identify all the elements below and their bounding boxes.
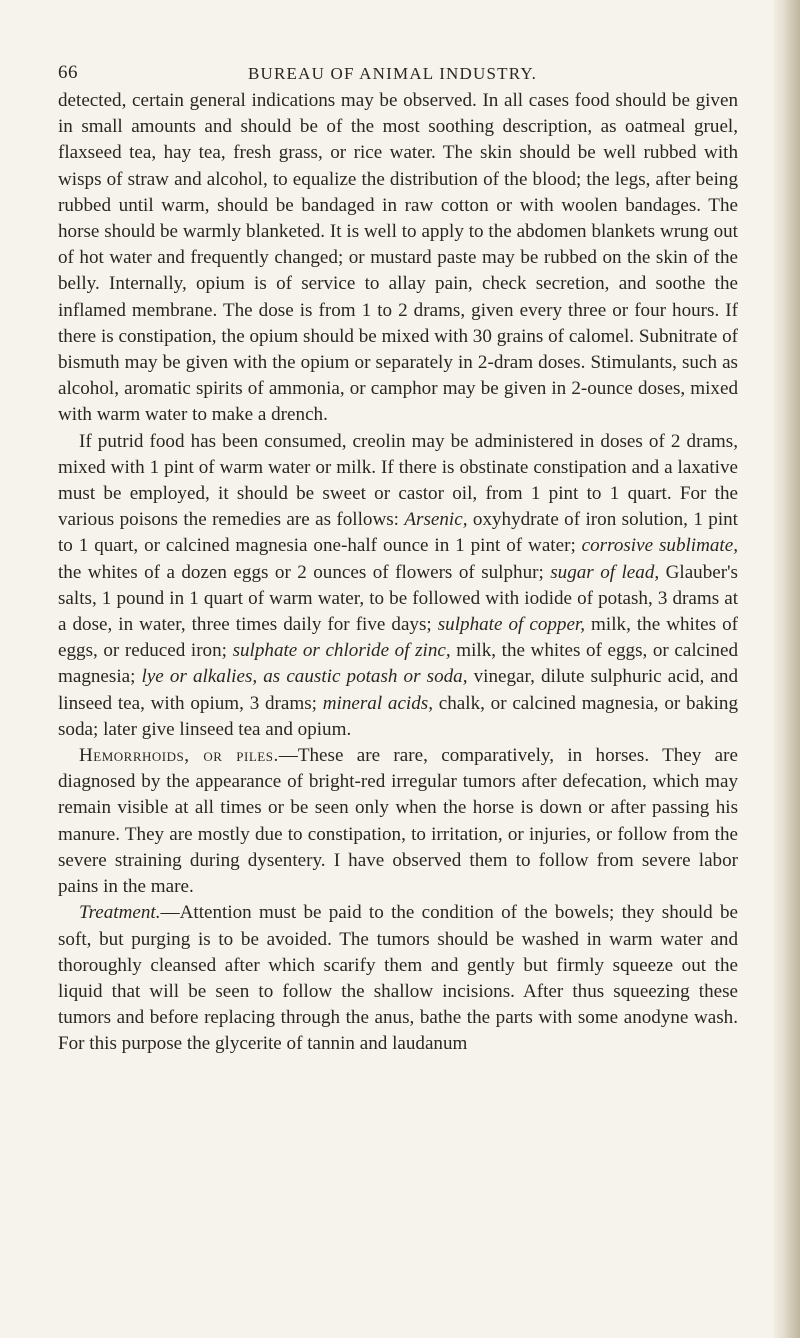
italic-term: Arsenic, bbox=[404, 509, 468, 531]
text-run: detected, certain general indications may be observed. In all cases food should be given in small amounts and should be of the most soothing description, as oatmeal gruel, flaxseed tea, hay tea, fresh grass, or rice water. The skin should be well rubbed with wisps of straw and alcohol, to equalize the distribution of the blood; the legs, after being rubbed until warm, should be bandaged in raw cotton or with woolen bandages. The horse should be warmly blanketed. It is well to apply to the abdomen blankets wrung out of hot water and frequently changed; or mustard paste may be rubbed on the skin of the belly. Internally, opium is of service to allay pain, check secretion, and soothe the inflamed membrane. The dose is from 1 to 2 drams, given every three or four hours. If there is constipation, the opium should be mixed with 30 grains of calomel. Subnitrate of bismuth may be given with the opium or separately in 2-dram doses. Stimulants, such as alcohol, aromatic spirits of ammonia, or camphor may be given in 2-ounce doses, mixed with warm water to make a drench. bbox=[58, 90, 738, 426]
body-text bbox=[58, 88, 738, 1058]
paragraph bbox=[58, 88, 738, 429]
italic-term: corrosive sublimate, bbox=[581, 535, 738, 557]
paragraph bbox=[58, 743, 738, 900]
italic-term: mineral acids, bbox=[322, 692, 433, 714]
text-run: chalk, or calcined magnesia, or baking soda; later give linseed tea and opium. bbox=[58, 692, 738, 740]
page-edge-shadow bbox=[774, 0, 800, 1338]
text-run: oxyhydrate of iron solution, 1 pint to 1 quart, or calcined magnesia one-half ounce in 1 pint of water; bbox=[58, 509, 738, 557]
text-run: milk, the whites of eggs, or reduced iron; bbox=[58, 614, 739, 662]
text-run: vinegar, dilute sulphuric acid, and linseed tea, with opium, 3 drams; bbox=[58, 666, 738, 714]
italic-term: Treatment. bbox=[79, 902, 161, 924]
text-run: the whites of a dozen eggs or 2 ounces of flowers of sulphur; bbox=[58, 561, 551, 583]
page-header bbox=[58, 62, 738, 88]
italic-term: sugar of lead, bbox=[550, 561, 660, 583]
italic-term: sulphate or chloride of zinc, bbox=[232, 640, 451, 662]
text-run: Glauber's salts, 1 pound in 1 quart of warm water, to be followed with iodide of potash, 3 drams at a dose, in water, three times daily for five days; bbox=[58, 561, 738, 636]
text-run: If putrid food has been consumed, creolin may be administered in doses of 2 drams, mixed with 1 pint of warm water or milk. If there is obstinate constipation and a laxative must be employed, it should be sweet or castor oil, from 1 pint to 1 quart. For the various poisons the remedies are as follows: bbox=[58, 430, 738, 531]
text-run: milk, the whites of eggs, or calcined magnesia; bbox=[58, 640, 738, 688]
italic-term: sulphate of copper, bbox=[437, 614, 586, 636]
running-head: BUREAU OF ANIMAL INDUSTRY. bbox=[248, 64, 538, 83]
section-heading: Hemorrhoids, or piles. bbox=[79, 745, 279, 767]
italic-term: lye or alkalies, as caustic potash or soda, bbox=[141, 666, 468, 688]
text-run: —These are rare, comparatively, in horses. They are diagnosed by the appearance of bright-red irregular tumors after defecation, which may remain visible at all times or be seen only when the horse is down or after passing his manure. They are mostly due to constipation, to irritation, or injuries, or follow from the severe straining during dysentery. I have observed them to follow from severe labor pains in the mare. bbox=[58, 745, 738, 898]
page-number: 66 bbox=[58, 62, 78, 83]
paragraph bbox=[58, 429, 738, 743]
paragraph bbox=[58, 900, 738, 1057]
text-run: —Attention must be paid to the condition of the bowels; they should be soft, but purging is to be avoided. The tumors should be washed in warm water and thoroughly cleansed after which scarify them and gently but firmly squeeze out the liquid that will be seen to follow the shallow incisions. After thus squeezing these tumors and before replacing through the anus, bathe the parts with some anodyne wash. For this purpose the glycerite of tannin and laudanum bbox=[58, 902, 738, 1055]
